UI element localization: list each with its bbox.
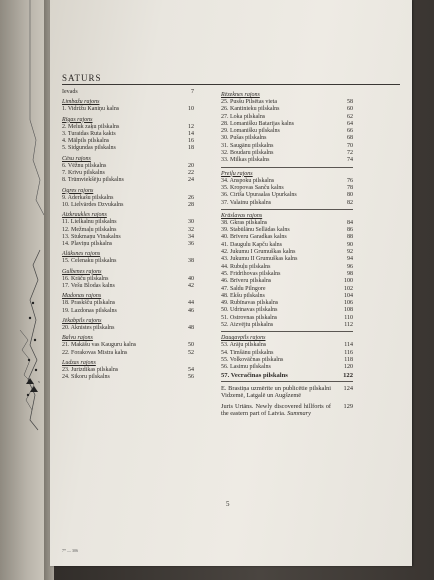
toc-entry xyxy=(62,300,194,307)
toc-entry-page: 42 xyxy=(188,283,194,290)
toc-entry xyxy=(221,307,353,314)
toc-entry-page: 68 xyxy=(347,135,353,142)
toc-extra-italic: Summary xyxy=(287,410,311,418)
toc-entry-label: 28. Lomanišku Batarijas kalns xyxy=(221,120,294,127)
toc-entry-label: 48. Ekšu pilskalns xyxy=(221,292,265,299)
toc-entry xyxy=(221,300,353,307)
section-heading: Balvu rajons xyxy=(62,335,93,342)
section-heading: Aizkraukles rajons xyxy=(62,212,107,219)
toc-entry-label: 4. Mālpils pilskalns xyxy=(62,138,110,145)
toc-extra-text: Juris Urtāns. Newly discovered hillforts of the eastern part of Latvia. xyxy=(221,402,331,418)
toc-entry-label: 15. Celenaku pilskalns xyxy=(62,258,117,265)
toc-entry xyxy=(221,200,353,207)
toc-entry-label: 5. Sidgundas pilskalns xyxy=(62,145,116,152)
toc-entry-page: 36 xyxy=(188,241,194,248)
toc-entry-label: 12. Mežmaļu pilskalns xyxy=(62,226,117,233)
toc-entry-label: 56. Lasimu pilskalns xyxy=(221,364,271,371)
section-divider xyxy=(221,167,353,168)
toc-entry-label: 10. Lielvārdes Dzvukalns xyxy=(62,201,124,208)
facing-page-map xyxy=(0,0,50,580)
toc-extra-entry xyxy=(221,403,353,418)
toc-entry-page: 96 xyxy=(347,263,353,270)
section-heading: Gulbenes rajons xyxy=(62,268,102,275)
toc-entry-page: 100 xyxy=(344,278,353,285)
toc-entry-page: 38 xyxy=(188,258,194,265)
toc-entry-page: 114 xyxy=(344,342,353,349)
toc-entry-label: 33. Milkas pilskalns xyxy=(221,157,270,164)
toc-entry-page: 110 xyxy=(344,314,353,321)
toc-entry-label: 24. Sikoru pilskalns xyxy=(62,374,110,381)
toc-entry xyxy=(221,106,353,113)
toc-entry-page: 88 xyxy=(347,234,353,241)
toc-entry-page: 84 xyxy=(347,219,353,226)
toc-entry-label: 50. Udrinavas pilskalns xyxy=(221,307,278,314)
toc-extra-page: 129 xyxy=(343,402,353,410)
left-toc-column xyxy=(62,89,194,381)
toc-entry xyxy=(62,227,194,234)
toc-entry-page: 40 xyxy=(188,275,194,282)
toc-extra-page: 124 xyxy=(343,384,353,392)
toc-entry xyxy=(221,150,353,157)
toc-entry-label: 8. Trūmviekšēju pilskalns xyxy=(62,177,124,184)
toc-entry xyxy=(221,350,353,357)
contents-page xyxy=(50,0,412,566)
toc-entry-label: Ievads xyxy=(62,89,78,95)
toc-entry xyxy=(221,234,353,241)
toc-entry-label: 1. Vidrižu Kaniņu kalns xyxy=(62,106,120,113)
toc-entry-page: 108 xyxy=(344,307,353,314)
toc-entry xyxy=(221,256,353,263)
toc-entry-page: 72 xyxy=(347,150,353,157)
toc-entry-label: 27. Loka pilskalns xyxy=(221,113,266,120)
section-heading: Madonas rajons xyxy=(62,293,102,300)
section-heading: Alūksnes rajons xyxy=(62,251,101,258)
toc-entry xyxy=(221,315,353,322)
toc-entry xyxy=(221,357,353,364)
toc-entry xyxy=(62,138,194,145)
toc-entry-label: 53. Arāju pilskalns xyxy=(221,342,267,349)
section-divider xyxy=(221,381,353,382)
toc-entry-page: 48 xyxy=(188,324,194,331)
toc-entry-label: 49. Rubīnavas pilskalns xyxy=(221,300,279,307)
toc-entry-page: 102 xyxy=(344,285,353,292)
toc-extra-text: E. Brastiņa uzmērīte un publicētie pilskalni Vidzemē, Latgalē un Augšzemē xyxy=(221,384,331,400)
section-heading: Preiļu rajons xyxy=(221,170,253,177)
toc-entry-page: 28 xyxy=(188,201,194,208)
toc-entry-page: 20 xyxy=(188,162,194,169)
toc-entry-label: 18. Praskšču pilskalns xyxy=(62,300,116,307)
map-fragment-graphic xyxy=(0,0,50,580)
toc-entry xyxy=(221,278,353,285)
toc-entry xyxy=(221,192,353,199)
toc-entry-label: 46. Brīveru pilskalns xyxy=(221,278,272,285)
toc-entry-page: 86 xyxy=(347,227,353,234)
toc-entry-label: 22. Forakovas Mistra kalns xyxy=(62,349,128,356)
toc-entry xyxy=(221,271,353,278)
toc-entry xyxy=(62,131,194,138)
toc-entry-page: 26 xyxy=(188,194,194,201)
toc-entry-label: 47. Saldu Pilngore xyxy=(221,285,266,292)
toc-entry-label: 52. Aizvējtu pilskalns xyxy=(221,322,274,329)
toc-entry-page: 64 xyxy=(347,120,353,127)
toc-entry-page: 60 xyxy=(347,106,353,113)
toc-entry-label: 6. Vēžnu pilskalns xyxy=(62,162,107,169)
toc-entry-page: 70 xyxy=(347,142,353,149)
toc-entry xyxy=(62,276,194,283)
toc-entry xyxy=(221,114,353,121)
toc-entry-label: 38. Gkras pilskalns xyxy=(221,219,268,226)
toc-entry-label: 54. Timšānu pilskalns xyxy=(221,349,274,356)
toc-entry-label: 45. Fridrihovas pilskalns xyxy=(221,270,281,277)
toc-entry xyxy=(221,286,353,293)
toc-entry xyxy=(221,372,353,379)
toc-entry-label: 13. Stukmaņu Vinakalns xyxy=(62,233,121,240)
toc-entry-label: 11. Lielkalnu pilskalns xyxy=(62,219,117,226)
section-heading: Ogres rajons xyxy=(62,187,94,194)
map-label: 5 xyxy=(38,380,40,384)
toc-entry xyxy=(62,177,194,184)
toc-entry-label: 30. Pušas pilskalns xyxy=(221,135,267,142)
toc-entry-page: 30 xyxy=(188,219,194,226)
toc-entry xyxy=(221,322,353,329)
toc-entry xyxy=(62,342,194,349)
toc-entry-page: 78 xyxy=(347,184,353,191)
toc-entry-label: 25. Pusšu Pilsētas vieta xyxy=(221,99,278,105)
toc-entry-label: 55. Volkovāčnas pilskalns xyxy=(221,356,284,363)
toc-entry-page: 7 xyxy=(191,89,194,95)
toc-entry-page: 76 xyxy=(347,177,353,184)
toc-entry-label: 31. Saugānu pilskalns xyxy=(221,142,274,149)
toc-entry-page: 52 xyxy=(188,349,194,356)
section-divider xyxy=(221,331,353,332)
toc-entry-label: 37. Valainu pilskalns xyxy=(221,199,272,206)
toc-entry xyxy=(221,128,353,135)
section-divider xyxy=(221,209,353,210)
toc-entry xyxy=(221,157,353,164)
toc-entry-label: 32. Boudaru pilskalns xyxy=(221,150,274,157)
toc-entry xyxy=(221,249,353,256)
title-rule xyxy=(62,84,400,85)
toc-entry xyxy=(221,185,353,192)
toc-entry xyxy=(221,220,353,227)
toc-entry xyxy=(62,89,194,96)
toc-entry-page: 82 xyxy=(347,199,353,206)
toc-entry-page: 16 xyxy=(188,138,194,145)
toc-entry-page: 90 xyxy=(347,241,353,248)
toc-entry-page: 92 xyxy=(347,249,353,256)
toc-entry-page: 74 xyxy=(347,157,353,164)
toc-entry-page: 104 xyxy=(344,292,353,299)
toc-entry xyxy=(62,325,194,332)
toc-entry-label: 35. Kropovas Sanču kalns xyxy=(221,184,284,191)
toc-entry-label: 29. Lomanišku pilskalns xyxy=(221,128,280,135)
toc-entry-label: 51. Ostrovnas pilskalns xyxy=(221,314,278,321)
toc-entry-page: 122 xyxy=(343,371,353,379)
toc-entry xyxy=(221,293,353,300)
section-heading: Rēzeknes rajons xyxy=(221,92,260,98)
toc-entry-label: 26. Kantinieku pilskalns xyxy=(221,106,280,113)
toc-entry-label: 40. Brīveru Garadkas kalns xyxy=(221,234,287,241)
toc-entry xyxy=(221,227,353,234)
right-toc-column xyxy=(221,89,353,418)
toc-entry-page: 98 xyxy=(347,270,353,277)
toc-entry xyxy=(62,258,194,265)
toc-entry xyxy=(62,350,194,357)
page-title: SATURS xyxy=(62,73,102,83)
toc-entry-page: 14 xyxy=(188,130,194,137)
toc-entry-label: 17. Vešu Blodas kalns xyxy=(62,283,115,290)
toc-entry xyxy=(221,143,353,150)
toc-entry xyxy=(221,342,353,349)
toc-entry-page: 56 xyxy=(188,374,194,381)
toc-entry-page: 112 xyxy=(344,322,353,329)
toc-entry xyxy=(62,106,194,113)
toc-entry-label: 43. Jukumu II Grumuškas kalns xyxy=(221,256,298,263)
toc-entry-page: 24 xyxy=(188,177,194,184)
toc-entry-page: 44 xyxy=(188,300,194,307)
section-heading: Daugavpils rajons xyxy=(221,335,266,342)
toc-entry-label: 36. Cirīša Upuraalas Upurkalns xyxy=(221,192,297,199)
toc-entry-label: 34. Anspoku pilskalns xyxy=(221,177,275,184)
section-heading: Limbažu rajons xyxy=(62,99,100,106)
toc-extra-entry xyxy=(221,385,353,400)
section-heading: Cēsu rajons xyxy=(62,155,91,162)
toc-entry-label: 42. Jukumu I Grumuškas kalns xyxy=(221,249,296,256)
toc-entry xyxy=(62,124,194,131)
section-heading: Jēkabpils rajons xyxy=(62,317,102,324)
toc-entry xyxy=(221,264,353,271)
toc-entry xyxy=(62,163,194,170)
toc-entry-label: 21. Makāšu vas Kauguru kalns xyxy=(62,342,137,349)
toc-entry-page: 32 xyxy=(188,226,194,233)
toc-entry-label: 14. Plaviņu pilskalns xyxy=(62,241,113,248)
section-heading: Ludzas rajons xyxy=(62,359,96,366)
toc-entry-page: 120 xyxy=(344,364,353,371)
section-heading: Rīgas rajons xyxy=(62,116,93,123)
toc-entry-label: 2. Meluk zaķu pilskalns xyxy=(62,123,120,130)
toc-entry-page: 116 xyxy=(344,349,353,356)
toc-entry-page: 34 xyxy=(188,233,194,240)
toc-entry xyxy=(221,364,353,371)
page-number: 5 xyxy=(226,500,230,508)
toc-entry-page: 18 xyxy=(188,145,194,152)
toc-entry-label: 23. Jurizdikas pilskalns xyxy=(62,366,119,373)
toc-entry-page: 106 xyxy=(344,300,353,307)
toc-entry-page: 66 xyxy=(347,128,353,135)
toc-entry-label: 9. Aderkašu pilskalns xyxy=(62,194,114,201)
toc-entry xyxy=(62,145,194,152)
toc-entry xyxy=(221,135,353,142)
toc-entry-page: 10 xyxy=(188,106,194,113)
toc-entry xyxy=(62,283,194,290)
toc-entry-label: 39. Stabūlānu Sellādas kalns xyxy=(221,227,290,234)
toc-entry-label: 44. Rubuļu pilskalns xyxy=(221,263,271,270)
toc-entry-page: 22 xyxy=(188,170,194,177)
toc-entry xyxy=(62,308,194,315)
toc-entry-page: 46 xyxy=(188,307,194,314)
toc-entry-page: 94 xyxy=(347,256,353,263)
toc-entry xyxy=(221,242,353,249)
toc-entry xyxy=(62,234,194,241)
toc-entry xyxy=(221,178,353,185)
toc-entry-label: 7. Krīvu pilskalns xyxy=(62,170,105,177)
toc-entry xyxy=(62,374,194,381)
toc-entry xyxy=(62,195,194,202)
toc-entry xyxy=(62,202,194,209)
toc-entry-page: 62 xyxy=(347,113,353,120)
toc-entry-label: 3. Turaidas Ruta kakts xyxy=(62,130,116,137)
toc-entry-label: 16. Krāču pilskalns xyxy=(62,275,109,282)
toc-entry-label: 41. Daugulu Kapču kalns xyxy=(221,241,282,248)
print-code: 7* — 306 xyxy=(62,548,78,553)
toc-entry xyxy=(62,219,194,226)
toc-entry-page: 50 xyxy=(188,342,194,349)
toc-entry xyxy=(62,170,194,177)
toc-entry-page: 54 xyxy=(188,366,194,373)
toc-entry-label: 20. Aknistes pilskalns xyxy=(62,324,115,331)
toc-entry-page: 80 xyxy=(347,192,353,199)
toc-entry-page: 58 xyxy=(347,99,353,105)
toc-entry xyxy=(62,367,194,374)
toc-entry xyxy=(221,99,353,106)
toc-entry-page: 118 xyxy=(344,356,353,363)
toc-entry-label: 19. Lazdonas pilskalns xyxy=(62,307,117,314)
toc-entry-label: 57. Vecračinas pilskalns xyxy=(221,371,288,379)
toc-entry xyxy=(221,121,353,128)
section-heading: Krāslavas rajons xyxy=(221,212,263,219)
toc-entry-page: 12 xyxy=(188,123,194,130)
toc-entry xyxy=(62,241,194,248)
